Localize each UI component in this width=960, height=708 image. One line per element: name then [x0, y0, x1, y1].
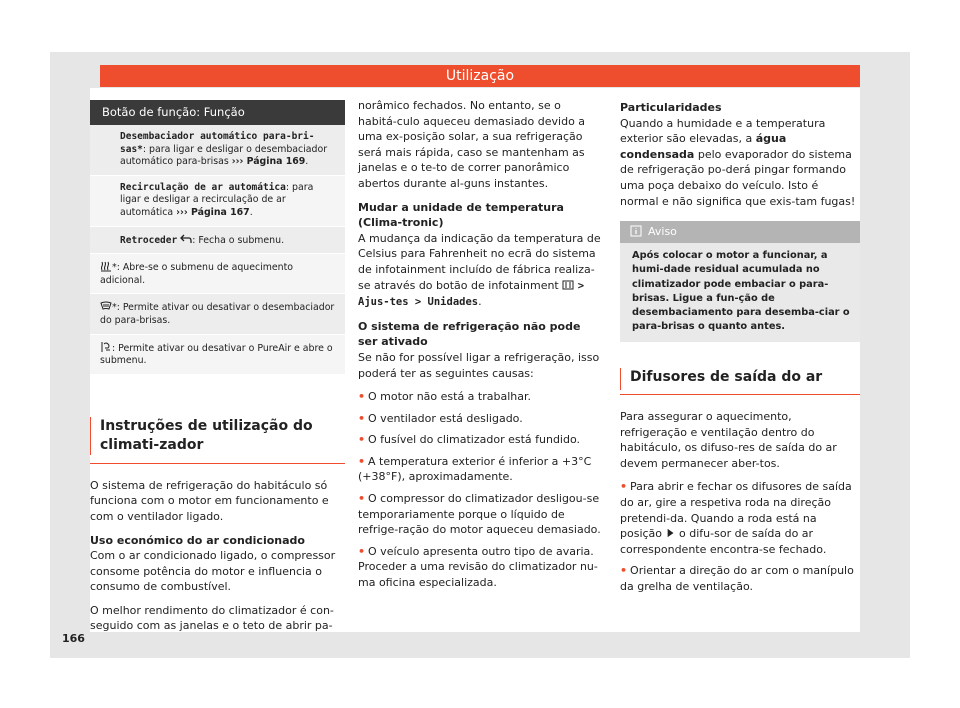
list-item: • O veículo apresenta outro tipo de avaria. Proceder a uma revisão do climatizador nu-ma oficina especializada.: [358, 544, 598, 590]
column-left: [90, 88, 345, 642]
function-table: [90, 125, 345, 375]
paragraph: A mudança da indicação da temperatura de Celsius para Fahrenheit no ecrã do sistema de infotainment incluído de fábrica realiza-se através do botão de infotainment > Ajus-tes > Unidades.: [358, 231, 601, 309]
notice-text: Após colocar o motor a funcionar, a humi-dade residual acumulada no climatizador pode embaciar o para-brisas. Ligue a fun-ção de desembaciamento para desemba-ciar o para-brisas o quanto antes.: [632, 250, 850, 333]
paragraph: O sistema de refrigeração do habitáculo só funciona com o motor em funcionamento e com o ventilador ligado.: [90, 478, 329, 523]
table-row: Desembaciador automático para-bri-sas*: para ligar e desligar o desembaciador automático para-brisas ››› Página 169.: [90, 125, 345, 176]
heater-icon: [100, 260, 112, 272]
notice-header: Aviso: [620, 221, 860, 243]
paragraph: Se não for possível ligar a refrigeração, isso poderá ter as seguintes causas:: [358, 350, 600, 380]
menu-path: > Ajus-tes > Unidades: [358, 279, 585, 309]
table-row: *: Permite ativar ou desativar o desembaciador do para-brisas.: [90, 294, 345, 334]
pureair-icon: [100, 341, 112, 353]
row-key: Desembaciador automático para-bri-sas*: [120, 131, 315, 155]
column-right: [620, 88, 860, 601]
page-number: 166: [62, 632, 85, 645]
subheading: Uso económico do ar condicionado: [90, 533, 305, 547]
section-header: Utilização: [100, 65, 860, 87]
section-title: Difusores de saída do ar: [620, 362, 860, 395]
page-reference[interactable]: ››› Página 169: [231, 156, 306, 168]
table-row: Recirculação de ar automática: para ligar e desligar a recirculação de ar automática ››› Página 167.: [90, 176, 345, 227]
list-item: • O ventilador está desligado.: [358, 411, 523, 425]
list-item: • O compressor do climatizador desligou-se temporariamente porque o líquido de refrige-ração do motor aqueceu demasiado.: [358, 492, 601, 537]
table-row: *: Abre-se o submenu de aquecimento adicional.: [90, 254, 345, 294]
windshield-defrost-icon: [100, 300, 112, 312]
paragraph: Com o ar condicionado ligado, o compressor consome potência do motor e influencia o consumo de combustível.: [90, 549, 336, 594]
list-item: • A temperatura exterior é inferior a +3°C (+38°F), aproximadamente.: [358, 454, 592, 484]
paragraph: O melhor rendimento do climatizador é con-seguido com as janelas e o teto de abrir pa-: [90, 603, 334, 633]
paragraph: norâmico fechados. No entanto, se o habitá-culo aqueceu demasiado devido a uma ex-posição solar, a sua refrigeração será mais rápida, caso se mantenham as janelas e o te-to de correr panorâmico abertos durante al-guns instantes.: [358, 99, 586, 190]
table-row: : Permite ativar ou desativar o PureAir e abre o submenu.: [90, 335, 345, 375]
subheading: Particularidades: [620, 101, 722, 114]
table-header: Botão de função: Função: [90, 100, 345, 125]
column-middle: [358, 88, 602, 597]
info-icon: [630, 225, 642, 237]
subheading: Mudar a unidade de temperatura (Clima-tronic): [358, 200, 564, 230]
list-item: • Para abrir e fechar os difusores de saída do ar, gire a respetiva roda na direção pretendi-da. Quando a roda está na posição o difu-sor de saída do ar correspondente encontra-se fechado.: [620, 480, 852, 556]
list-item: • O fusível do climatizador está fundido.: [358, 433, 581, 447]
subheading: O sistema de refrigeração não pode ser ativado: [358, 319, 581, 349]
page-content: [90, 88, 860, 632]
row-key: Retroceder: [120, 234, 178, 246]
paragraph: Quando a humidade e a temperatura exterior são elevadas, a água condensada pelo evaporador do sistema de refrigeração po-derá pingar formando uma poça debaixo do veículo. Isto é normal e não significa que exis-tam fugas!: [620, 116, 856, 208]
list-item: • O motor não está a trabalhar.: [358, 390, 531, 404]
closed-position-icon: [666, 527, 676, 539]
section-title: Instruções de utilização do climati-zador: [90, 407, 345, 464]
notice-box: [620, 221, 860, 342]
paragraph: Para assegurar o aquecimento, refrigeração e ventilação dentro do habitáculo, os difuso-res de saída do ar devem permanecer aber-tos.: [620, 409, 837, 470]
table-row: Retroceder : Fecha o submenu.: [90, 227, 345, 255]
back-arrow-icon: [180, 233, 192, 245]
menu-grid-icon: [562, 279, 574, 291]
page-reference[interactable]: ››› Página 167: [176, 206, 250, 218]
list-item: • Orientar a direção do ar com o manípulo da grelha de ventilação.: [620, 564, 854, 593]
row-key: Recirculação de ar automática: [120, 181, 286, 193]
